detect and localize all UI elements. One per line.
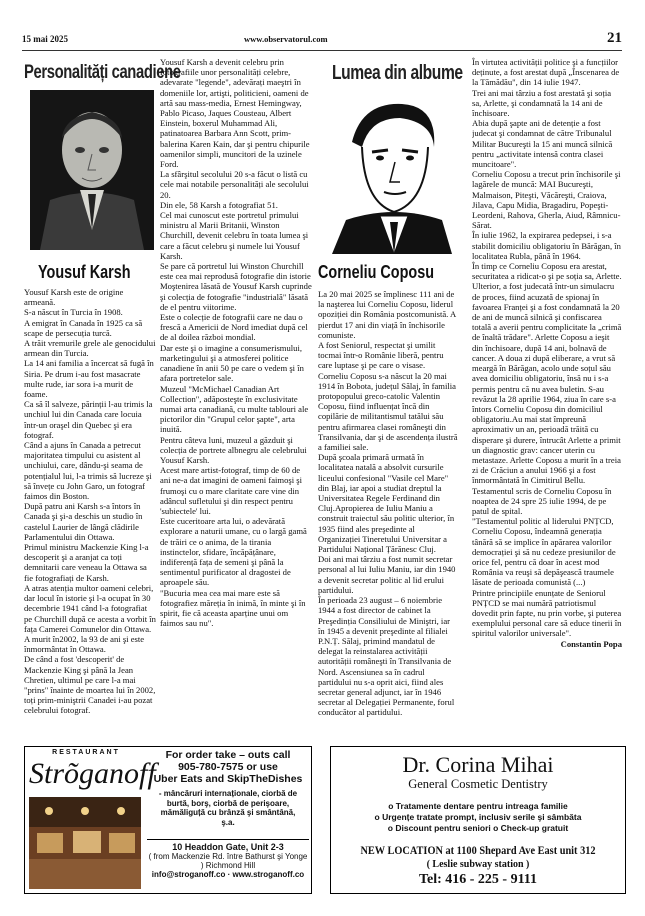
karsh-portrait-drawing: [30, 90, 154, 250]
paragraph: Acest mare artist-fotograf, timp de 60 de ani ne-a dat imagini de oameni faimoşi şi frumoşi cu o mare claritate care vine din adâncul sufletului şi din respect pentru 'subiectele' lui.: [160, 465, 302, 516]
paragraph: A atras atenția multor oameni celebri, dar locul în istorie şi l-a ocupat în 30 decembrie 1941 când l-a fotografiat pe Churchill după ce acesta a vorbit în fața Camerei Comunelor din Ottawa.: [24, 582, 156, 634]
paragraph: Cel mai cunoscut este portretul primului ministru al Marii Britanii, Winston Churchill, devenit celebru în toata lumea şi care a făcut celebru şi numele lui Yousuf Karsh.: [160, 210, 309, 261]
restaurant-directions: ( from Mackenzie Rd. între Bathurst şi Yonge ) Richmond Hill: [148, 852, 308, 870]
restaurant-label: RESTAURANT: [52, 749, 120, 756]
paragraph: Dar este şi o imagine a consumerismului, marketingului şi a atmosferei politice canadiene în anii 50 pe care o vedem şi în afara portretelor sale.: [160, 342, 304, 384]
restaurant-ad-info: [147, 747, 309, 893]
paragraph: Moştenirea lăsată de Yousuf Karsh cuprinde şi colecția de fotografie "industrială" lăsată de el pentru viitorime.: [160, 281, 312, 312]
service-item: o Urgențe tratate prompt, inclusiv serile şi sâmbăta: [374, 812, 582, 822]
coposu-sketch-drawing: [322, 92, 458, 254]
paragraph: A emigrat în Canada în 1925 ca să scape de persecuția turcă.: [24, 317, 143, 338]
paragraph: În iulie 1962, la expirarea pedepsei, i s-a stabilit domiciliu obligatoriu în Bărăgan, în localitatea Rubla, până în 1964.: [472, 230, 621, 261]
paragraph: Testamentul scris de Corneliu Coposu în noaptea de 24 spre 25 iulie 1994, de pe patul de spital.: [472, 485, 612, 516]
paragraph: După patru ani Karsh s-a întors în Canada şi şi-a deschis un studio în castelul Laurier de lângă clădirile Parlamentului din Ottawa.: [24, 501, 143, 542]
paragraph: Yousuf Karsh a devenit celebru prin fotografiile unor personalități celebre, adevarate "legende", adevărați maeştri în domeniile lor, artişti, politicieni, oameni de artă sau mass-media, Ernest Hemingway, Pablo Picaso, Jaques Cousteau, Albert Einstein, boxerul Muhammad Ali, patinatoarea Barbara Ann Scott, prim-balerina Karen Kain, dar şi pentru chipurile oamenilor simpli, muncitori de la uzinele Ford.: [160, 57, 310, 170]
paragraph: Este o colecție de fotografii care ne dau o frescă a Americii de Nord imediat după cel de al doilea război mondial.: [160, 312, 308, 343]
paragraph: Corneliu Coposu a trecut prin închisorile şi lagărele de muncă: MAI Bucureşti, Malmaison, Piteşti, Văcăreşti, Craiova, Jilava, Capu Midia, Bragadiru, Popeşti-Leordeni, Rahova, Gherla, Aiud, Râmnicu-Sărat.: [472, 169, 621, 231]
paragraph: La 14 ani familia a încercat să fugă în Siria. Pe drum i-au fost masacrate multe rude, iar sora i-a murit de foame.: [24, 358, 154, 400]
issue-date: 15 mai 2025: [22, 34, 68, 44]
paragraph: Ca să îl salveze, părinții l-au trimis la unchiul lui din Canada care locuia într-un oraşel din Quebec şi era fotograf.: [24, 399, 153, 440]
paragraph: "Bucuria mea cea mai mare este să fotografiez măreția în inimă, în minte şi în spirit, fie că aceasta aparține unui om faimos sau nu".: [160, 587, 306, 629]
paragraph: La sfârşitul secolului 20 s-a făcut o listă cu cele mai notabile personalități ale secolului 20.: [160, 169, 309, 200]
dentist-phone[interactable]: Tel: 416 - 225 - 9111: [418, 872, 538, 887]
service-item: o Discount pentru seniori o Check-up gratuit: [387, 823, 569, 833]
paragraph: A trăit vremurile grele ale genocidului armean din Turcia.: [24, 338, 156, 359]
website-url[interactable]: www.observatorul.com: [244, 34, 328, 44]
dentist-specialty: General Cosmetic Dentistry: [408, 777, 548, 791]
paragraph: Pentru câteva luni, muzeul a găzduit şi colecția de portrete albnegru ale celebrului Yousuf Karsh.: [160, 434, 307, 465]
dentist-services: [341, 801, 615, 834]
subject-name-left: Yousuf Karsh: [38, 262, 131, 282]
restaurant-address: 10 Headdon Gate, Unit 2-3: [147, 839, 309, 852]
subject-name-right: Corneliu Coposu: [318, 262, 434, 282]
paragraph: Din ele, 58 Karsh a fotografiat 51.: [160, 199, 278, 210]
delivery-services: Uber Eats and SkipTheDishes: [153, 773, 303, 785]
paragraph: Corneliu Coposu s-a născut la 20 mai 1914 în Bobota, județul Sălaj, în familia protopopului greco-catolic Valentin Coposu, fiind influențat încă din copilărie de militantismul tatălui său pentru afirmarea clasei româneşti din Transilvania, dar şi de ascendența ilustră a familiei sale.: [318, 370, 458, 453]
paragraph: S-a născut în Turcia în 1908.: [24, 307, 123, 318]
right-article-column-2: [472, 57, 622, 743]
paragraph: Se pare că portretul lui Winston Churchill este cea mai reprodusă fotografie din istorie: [160, 261, 311, 282]
service-item: o Tratamente dentare pentru intreaga familie: [388, 801, 568, 811]
left-article-column-2: [160, 57, 312, 743]
paragraph: Este cuceritoare arta lui, o adevărată explorare a naturii umane, cu o largă gamă de trăiri ce o anima, de la tirania instinctelor, sfidare, încăpățânare, indiferență fața de semeni şi până la sentimentul purificator al dragostei de aproapele său.: [160, 516, 307, 588]
section-title-left: Personalități canadiene: [24, 62, 181, 83]
paragraph: Doi ani mai târziu a fost numit secretar personal al lui Iuliu Maniu, iar din 1940 a devenit secretar politic al lid erului partidului.: [318, 554, 456, 595]
paragraph: A fost Seniorul, respectat şi umilit tocmai într-o Românie liberă, pentru care luptase şi pe care o visase.: [318, 340, 444, 371]
page-number: 21: [607, 30, 622, 46]
karsh-portrait: [30, 90, 154, 250]
subway-station: ( Leslie subway station ): [426, 859, 530, 870]
dentist-name: Dr. Corina Mihai: [402, 752, 554, 777]
restaurant-name: Strõganoff: [29, 757, 156, 790]
order-title: For order take – outs call: [165, 749, 291, 761]
restaurant-ad-logo-panel: [25, 747, 156, 893]
paragraph: De când a fost 'descoperit' de Mackenzie King şi până la Jean Chretien, ultimul pe care l-a mai "prins" înainte de moartea lui în 2002, toți prim-miniştrii Canadei i-au pozat celebrului fotograf.: [24, 654, 156, 716]
dentist-location: NEW LOCATION at 1100 Shepard Ave East unit 312: [360, 843, 596, 857]
restaurant-interior-drawing: [29, 797, 141, 889]
restaurant-ad[interactable]: [24, 746, 312, 894]
restaurant-contact[interactable]: info@stroganoff.co · www.stroganoff.co: [151, 870, 305, 879]
paragraph: În perioada 23 august – 6 noiembrie 1944 a fost director de cabinet la Preşedinția Consiliului de Miniştri, iar în 1945 a devenit preşedinte al filialei P.N.Ț. Sălaj, primind mandatul de delegat la reinstalarea activității autorității româneşti în Transilvania de Nord. Ascensiunea sa în cadrul partidului nu s-a oprit aici, fiind ales secretar general adjunct, iar în 1946 secretar al Delegației Permanente, forul conducător al partidului.: [318, 595, 455, 718]
paragraph: Muzeul "McMichael Canadian Art Collection", adăposteşte în exclusivitate numai arta canadiană, cu multe tablouri ale pictorilor din "Grupul celor şapte", arta inuită.: [160, 383, 309, 435]
restaurant-interior-photo: [29, 797, 141, 889]
paragraph: A murit în2002, la 93 de ani şi este înmormântat în Ottawa.: [24, 633, 145, 655]
dentist-ad[interactable]: [330, 746, 626, 894]
right-article-column-1: [318, 289, 458, 743]
paragraph: În timp ce Corneliu Coposu era arestat, securitatea a ridicat-o şi pe soția sa, Arlette. Ulterior, a fost judecată într-un simulacru de proces, fiind acuzată de spionaj în favoarea Franței şi a fost condamnată la 20 de ani de muncă silnică şi confiscarea totală a averii pentru complicitate la „crimă de înaltă trădare". Arlette Coposu a ieşit din închisoare, după 14 ani, bolnavă de cancer. A doua zi după eliberare, a vrut să meargă în Bărăgan, acolo unde soțul său avea domiciliu obligatoriu, însă nu i s-a permis pentru că nu avea buletin. S-au revăzut la 28 aprilie 1964, ziua în care s-a întors Corneliu Coposu din domiciliul obligatoriu.Au mai stat împreună aproximativ un an, perioadă trăită cu disperare şi durere, întrucât Arlette a primit un diagnostic grav: cancer uterin cu metastaze. Arlette Coposu a murit în a treia zi de Crăciun a anului 1966 şi a fost înmormântată în Cimitirul Bellu.: [472, 261, 622, 486]
section-title-right: Lumea din albume: [332, 62, 463, 84]
author-signature: Constantin Popa: [560, 638, 622, 649]
paragraph: După şcoala primară urmată în localitatea natală a absolvit cursurile liceului confesional "Vasile cel Mare" din Blaj, iar apoi a studiat dreptul la Universitatea Regele Ferdinand din Cluj.Apropierea de Iuliu Maniu a construit traiectul său politic ulterior, în 1935 fiind ales preşedinte al Organizației Tineretului Universitar a Partidului Național Țărănesc Cluj.: [318, 452, 455, 555]
coposu-sketch: [322, 92, 458, 254]
paragraph: Printre principiile enunțate de Seniorul PNȚCD se mai numără patriotismul dovedit prin fapte, nu prin vorbe, şi puterea exemplului personal care să educe tinerii în spiritul valorilor universale".: [472, 587, 622, 639]
paragraph: În virtutea activității politice şi a funcțiilor deținute, a fost arestat după „Înscenarea de la Tămădău", din 14 iulie 1947.: [472, 57, 620, 88]
menu-description: - mâncăruri internaționale, ciorbă de burtă, borş, ciorbă de perişoare, mămăliguță cu brânză şi smântână, ş.a.: [158, 789, 298, 827]
paragraph: Primul ministru Mackenzie King l-a descoperit şi a aranjat ca toți demnitarii care veneau la Ottawa sa fie fotografiați de Karsh.: [24, 542, 149, 583]
paragraph: Trei ani mai târziu a fost arestată şi soția sa, Arlette, şi condamnată la 14 ani de închisoare.: [472, 87, 612, 119]
paragraph: Când a ajuns în Canada a petrecut majoritatea timpului cu asistent al unchiului, care, dându-şi seama de potențialul lui, l-a trimis să lucreze şi să învețe cu John Garo, un fotograf faimos din Boston.: [24, 440, 152, 502]
page-header: [22, 30, 622, 48]
paragraph: La 20 mai 2025 se împlinesc 111 ani de la naşterea lui Corneliu Coposu, liderul opoziției din România postcomunistă. A pierdut 17 ani din viață în închisorile comuniste.: [318, 289, 456, 340]
paragraph: Abia după şapte ani de detenție a fost judecat şi condamnat de către Tribunalul Militar Bucureşti la 15 ani muncă silnică pentru „activitate intensă contra clasei muncitoare".: [472, 118, 613, 170]
header-rule: [22, 50, 622, 51]
paragraph: Yousuf Karsh este de origine armeană.: [24, 287, 124, 308]
left-article-column-1: [24, 287, 156, 743]
restaurant-phone[interactable]: 905-780-7575 or use: [178, 761, 278, 773]
paragraph: "Testamentul politic al liderului PNȚCD, Corneliu Coposu, îndeamnă generația tânără să se implice în apărarea valorilor democrației şi să nu cedeze presiunilor de orice fel, pentru că doar în acest mod România va reuşi să depăşească traumele lăsate de perioada comunistă (...): [472, 516, 616, 588]
